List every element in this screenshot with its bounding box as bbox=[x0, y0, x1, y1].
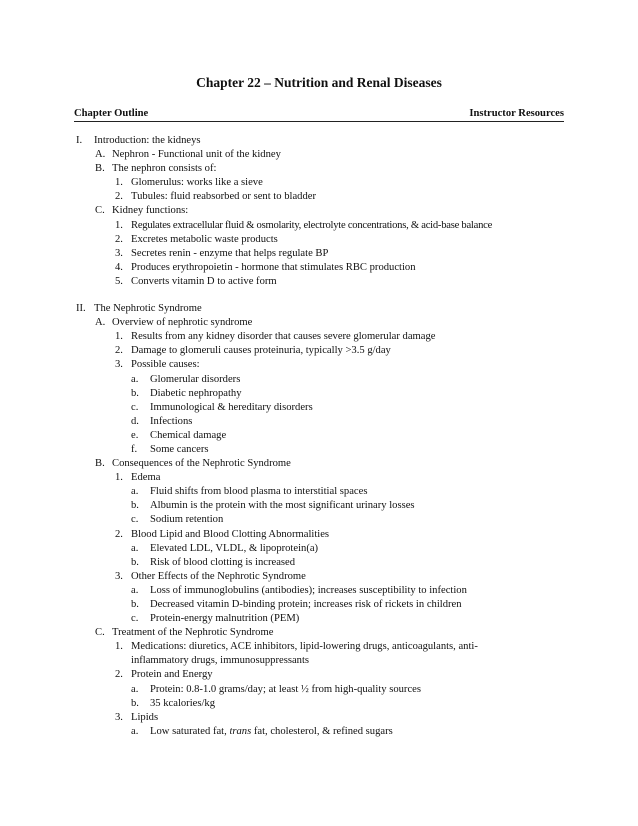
outline-marker: C. bbox=[95, 627, 105, 639]
outline-item bbox=[74, 233, 574, 247]
outline-marker: 1. bbox=[115, 641, 123, 653]
italic-term: trans bbox=[229, 725, 252, 737]
outline-item bbox=[74, 316, 574, 330]
outline-marker: b. bbox=[131, 697, 139, 709]
outline-text: Tubules: fluid reabsorbed or sent to bladder bbox=[131, 191, 316, 203]
outline-text: Elevated LDL, VLDL, & lipoprotein(a) bbox=[150, 542, 319, 554]
outline-item bbox=[74, 387, 574, 401]
outline-item bbox=[74, 598, 574, 612]
outline-item bbox=[74, 330, 574, 344]
outline-item bbox=[74, 542, 574, 556]
outline-item bbox=[74, 219, 574, 233]
outline-item bbox=[74, 584, 574, 598]
outline-text: Diabetic nephropathy bbox=[150, 387, 242, 399]
outline-marker: a. bbox=[131, 725, 139, 737]
outline-item bbox=[74, 612, 574, 626]
outline-item bbox=[74, 373, 574, 387]
page-title: Chapter 22 – Nutrition and Renal Diseases bbox=[196, 75, 442, 90]
outline-text: Infections bbox=[150, 415, 193, 427]
outline-text: 35 kcalories/kg bbox=[150, 697, 216, 709]
text-fragment: Low saturated fat, bbox=[150, 725, 230, 737]
outline-text: Excretes metabolic waste products bbox=[131, 233, 278, 245]
outline-item bbox=[74, 528, 574, 542]
outline-text bbox=[150, 725, 393, 739]
outline-text: Possible causes: bbox=[131, 359, 200, 371]
outline-item bbox=[74, 668, 574, 682]
outline-marker: 3. bbox=[115, 570, 123, 582]
outline-item bbox=[74, 190, 574, 204]
outline-item bbox=[74, 429, 574, 443]
outline-item bbox=[74, 457, 574, 471]
outline-marker: f. bbox=[131, 443, 138, 455]
outline-marker: A. bbox=[95, 317, 106, 329]
outline-text: Sodium retention bbox=[150, 514, 224, 526]
outline-text: Protein: 0.8-1.0 grams/day; at least ½ from high-quality sources bbox=[150, 683, 421, 695]
outline-item bbox=[74, 148, 574, 162]
outline-marker: 2. bbox=[115, 233, 123, 245]
outline-item bbox=[74, 261, 574, 275]
outline-text: Decreased vitamin D-binding protein; increases risk of rickets in children bbox=[150, 599, 462, 610]
outline-text: Glomerular disorders bbox=[150, 373, 241, 385]
outline-marker: c. bbox=[131, 401, 139, 413]
outline-item bbox=[74, 176, 574, 190]
outline-marker: 2. bbox=[115, 345, 123, 357]
outline-item bbox=[74, 302, 574, 316]
outline-item bbox=[74, 344, 574, 358]
outline-text: Results from any kidney disorder that causes severe glomerular damage bbox=[131, 331, 436, 343]
outline-marker: 3. bbox=[115, 359, 123, 371]
outline-text: Overview of nephrotic syndrome bbox=[112, 317, 253, 329]
outline-marker: II. bbox=[76, 303, 86, 315]
outline-item bbox=[74, 204, 574, 218]
outline-marker: 1. bbox=[115, 331, 123, 343]
outline-text: Fluid shifts from blood plasma to interstitial spaces bbox=[150, 486, 368, 498]
outline-text: Chemical damage bbox=[150, 429, 227, 441]
outline-marker: b. bbox=[131, 500, 139, 512]
outline-marker: a. bbox=[131, 683, 139, 695]
outline-item bbox=[74, 725, 574, 739]
outline-text: Glomerulus: works like a sieve bbox=[131, 177, 263, 189]
outline-text: Risk of blood clotting is increased bbox=[150, 556, 296, 568]
outline-item bbox=[74, 401, 574, 415]
outline-text: Medications: diuretics, ACE inhibitors, lipid-lowering drugs, anticoagulants, anti-inflammatory drugs, immunosuppressants bbox=[131, 641, 478, 667]
outline-text: Treatment of the Nephrotic Syndrome bbox=[112, 627, 274, 639]
outline-marker: 5. bbox=[115, 275, 123, 287]
outline-text: Edema bbox=[131, 472, 161, 484]
outline-text: Lipids bbox=[131, 711, 159, 723]
outline-marker: c. bbox=[131, 613, 139, 625]
outline-marker: B. bbox=[95, 163, 105, 175]
outline-item bbox=[74, 275, 574, 289]
outline-marker: 3. bbox=[115, 247, 123, 259]
outline-marker: c. bbox=[131, 514, 139, 526]
outline-item bbox=[74, 499, 574, 513]
chapter-outline bbox=[74, 134, 574, 739]
outline-text: Consequences of the Nephrotic Syndrome bbox=[112, 458, 291, 470]
outline-marker: 1. bbox=[115, 219, 123, 231]
outline-item bbox=[74, 711, 574, 725]
outline-item bbox=[74, 626, 574, 640]
outline-marker: b. bbox=[131, 387, 139, 399]
section-gap bbox=[74, 289, 574, 302]
outline-marker: 3. bbox=[115, 711, 123, 723]
outline-item bbox=[74, 556, 574, 570]
outline-marker: B. bbox=[95, 458, 105, 470]
chapter-outline-heading: Chapter Outline bbox=[74, 108, 149, 119]
outline-text: The Nephrotic Syndrome bbox=[94, 303, 202, 315]
outline-header bbox=[74, 108, 564, 122]
outline-text: Introduction: the kidneys bbox=[94, 135, 201, 146]
outline-item bbox=[74, 485, 574, 499]
outline-marker: 1. bbox=[115, 472, 123, 484]
outline-item bbox=[74, 415, 574, 429]
outline-marker: 4. bbox=[115, 261, 123, 273]
outline-marker: C. bbox=[95, 205, 105, 217]
outline-marker: I. bbox=[76, 135, 83, 146]
outline-marker: b. bbox=[131, 599, 139, 610]
outline-marker: e. bbox=[131, 429, 139, 441]
outline-text: Protein and Energy bbox=[131, 669, 213, 681]
outline-text: Regulates extracellular fluid & osmolarity, electrolyte concentrations, & acid-base balance bbox=[131, 219, 493, 231]
outline-text: Damage to glomeruli causes proteinuria, typically >3.5 g/day bbox=[131, 345, 391, 357]
outline-marker: a. bbox=[131, 584, 139, 596]
outline-marker: 2. bbox=[115, 191, 123, 203]
outline-item bbox=[74, 471, 574, 485]
outline-text: Albumin is the protein with the most significant urinary losses bbox=[150, 500, 415, 512]
outline-item bbox=[74, 358, 574, 372]
outline-text: Immunological & hereditary disorders bbox=[150, 401, 313, 413]
outline-text: Other Effects of the Nephrotic Syndrome bbox=[131, 570, 306, 582]
outline-item bbox=[74, 513, 574, 527]
outline-item bbox=[74, 697, 574, 711]
outline-text: Nephron - Functional unit of the kidney bbox=[112, 149, 281, 161]
outline-item bbox=[74, 247, 574, 261]
outline-marker: 1. bbox=[115, 177, 123, 189]
instructor-resources-heading: Instructor Resources bbox=[469, 108, 564, 119]
outline-text: Some cancers bbox=[150, 443, 209, 455]
outline-marker: a. bbox=[131, 486, 139, 498]
outline-text: Blood Lipid and Blood Clotting Abnormalities bbox=[131, 528, 330, 540]
text-fragment: fat, cholesterol, & refined sugars bbox=[251, 725, 393, 737]
outline-item bbox=[74, 640, 574, 668]
outline-item bbox=[74, 683, 574, 697]
outline-text: Secretes renin - enzyme that helps regulate BP bbox=[131, 247, 329, 259]
outline-text: Produces erythropoietin - hormone that stimulates RBC production bbox=[131, 261, 416, 273]
outline-item bbox=[74, 570, 574, 584]
outline-marker: b. bbox=[131, 556, 139, 568]
outline-text: Protein-energy malnutrition (PEM) bbox=[150, 613, 300, 625]
outline-text: Loss of immunoglobulins (antibodies); increases susceptibility to infection bbox=[150, 584, 467, 596]
outline-marker: 2. bbox=[115, 528, 123, 540]
outline-text: Converts vitamin D to active form bbox=[131, 275, 277, 287]
outline-marker: a. bbox=[131, 542, 139, 554]
outline-marker: 2. bbox=[115, 669, 123, 681]
outline-text: The nephron consists of: bbox=[112, 163, 217, 175]
outline-marker: a. bbox=[131, 373, 139, 385]
outline-item bbox=[74, 134, 574, 148]
outline-item bbox=[74, 443, 574, 457]
outline-item bbox=[74, 162, 574, 176]
outline-marker: A. bbox=[95, 149, 106, 161]
outline-marker: d. bbox=[131, 415, 139, 427]
outline-text: Kidney functions: bbox=[112, 205, 189, 217]
